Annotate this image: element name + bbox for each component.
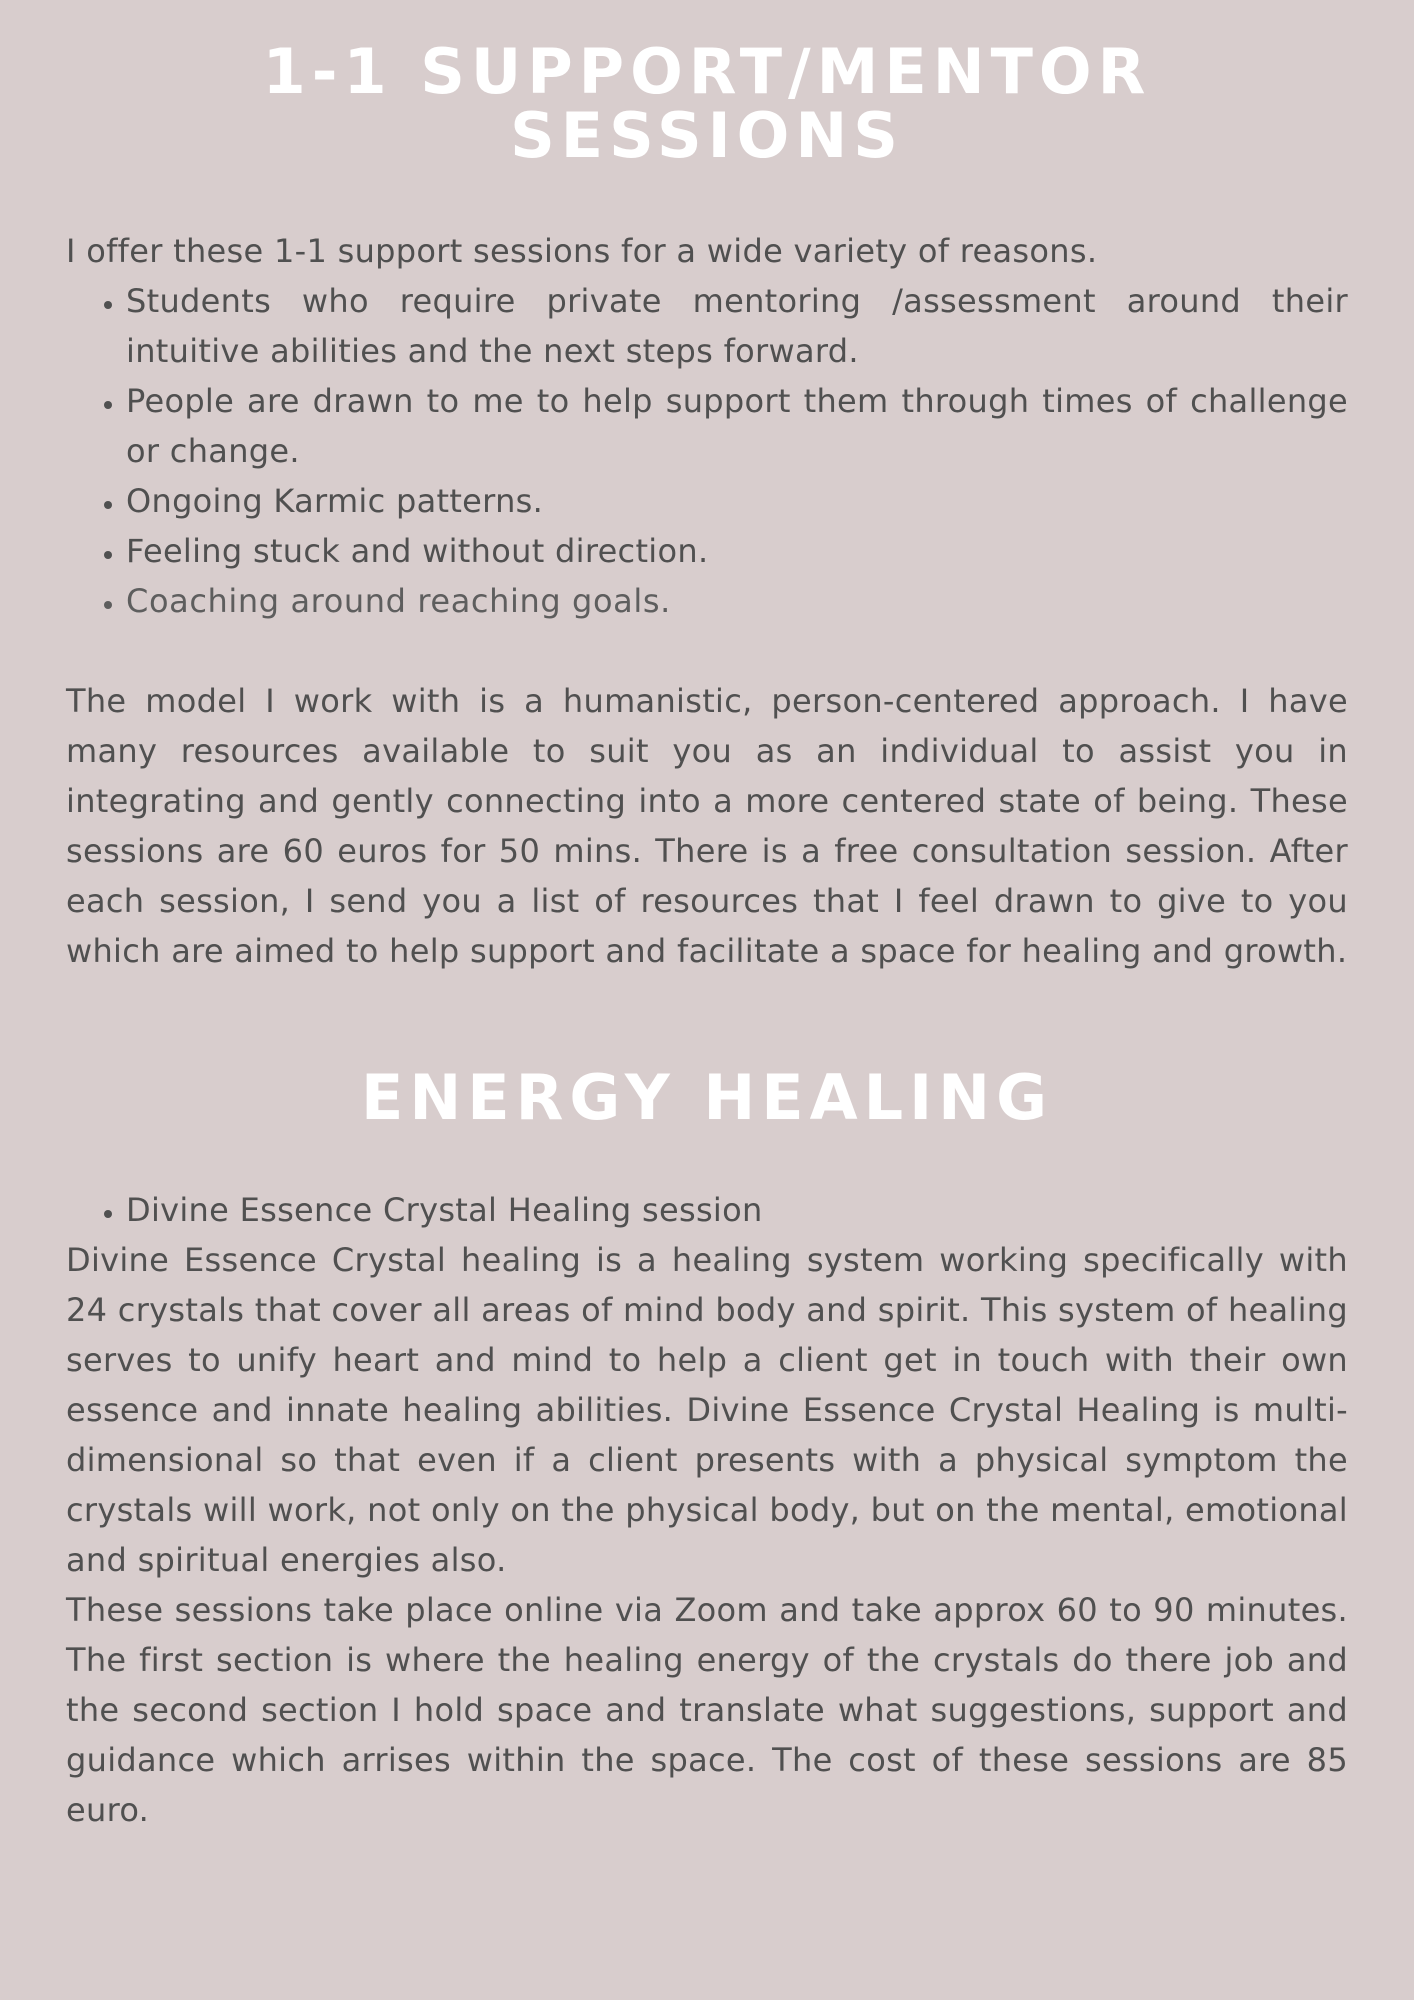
reasons-list	[66, 276, 1348, 626]
support-description: The model I work with is a humanistic, person-centered approach. I have many resources available to suit you as an individual to assist you in integrating and gently connecting into a more centered state of being. These sessions are 60 euros for 50 mins. There is a free consultation session. After each session, I send you a list of resources that I feel drawn to give to you which are aimed to help support and facilitate a space for healing and growth.	[66, 682, 1348, 970]
services-list	[66, 1185, 1348, 1235]
support-sessions-heading-line-1: 1-1 SUPPORT/MENTOR	[262, 35, 1152, 108]
support-intro: I offer these 1-1 support sessions for a wide variety of reasons.	[66, 232, 1098, 270]
energy-healing-heading: ENERGY HEALING	[361, 1061, 1053, 1134]
reason-item: • Ongoing Karmic patterns.	[126, 476, 1348, 526]
crystal-healing-description: Divine Essence Crystal healing is a healing system working specifically with 24 crystals that cover all areas of mind body and spirit. This system of healing serves to unify heart and mind to help a client get in touch with their own essence and innate healing abilities. Divine Essence Crystal Healing is multi-dimensional so that even if a client presents with a physical symptom the crystals will work, not only on the physical body, but on the mental, emotional and spiritual energies also.	[66, 1241, 1348, 1579]
reason-item: • People are drawn to me to help support them through times of challenge or change.	[126, 376, 1348, 476]
service-item: • Divine Essence Crystal Healing session	[126, 1185, 1348, 1235]
session-details: These sessions take place online via Zoom and take approx 60 to 90 minutes. The first section is where the healing energy of the crystals do there job and the second section I hold space and translate what suggestions, support and guidance which arrises within the space. The cost of these sessions are 85 euro.	[66, 1591, 1348, 1829]
reason-item: • Coaching around reaching goals.	[126, 576, 1348, 626]
support-sessions-heading	[66, 0, 1348, 172]
support-sessions-heading-line-2: SESSIONS	[510, 99, 904, 172]
reason-item: • Students who require private mentoring /assessment around their intuitive abilities and the next steps forward.	[126, 276, 1348, 376]
reason-item: • Feeling stuck and without direction.	[126, 526, 1348, 576]
